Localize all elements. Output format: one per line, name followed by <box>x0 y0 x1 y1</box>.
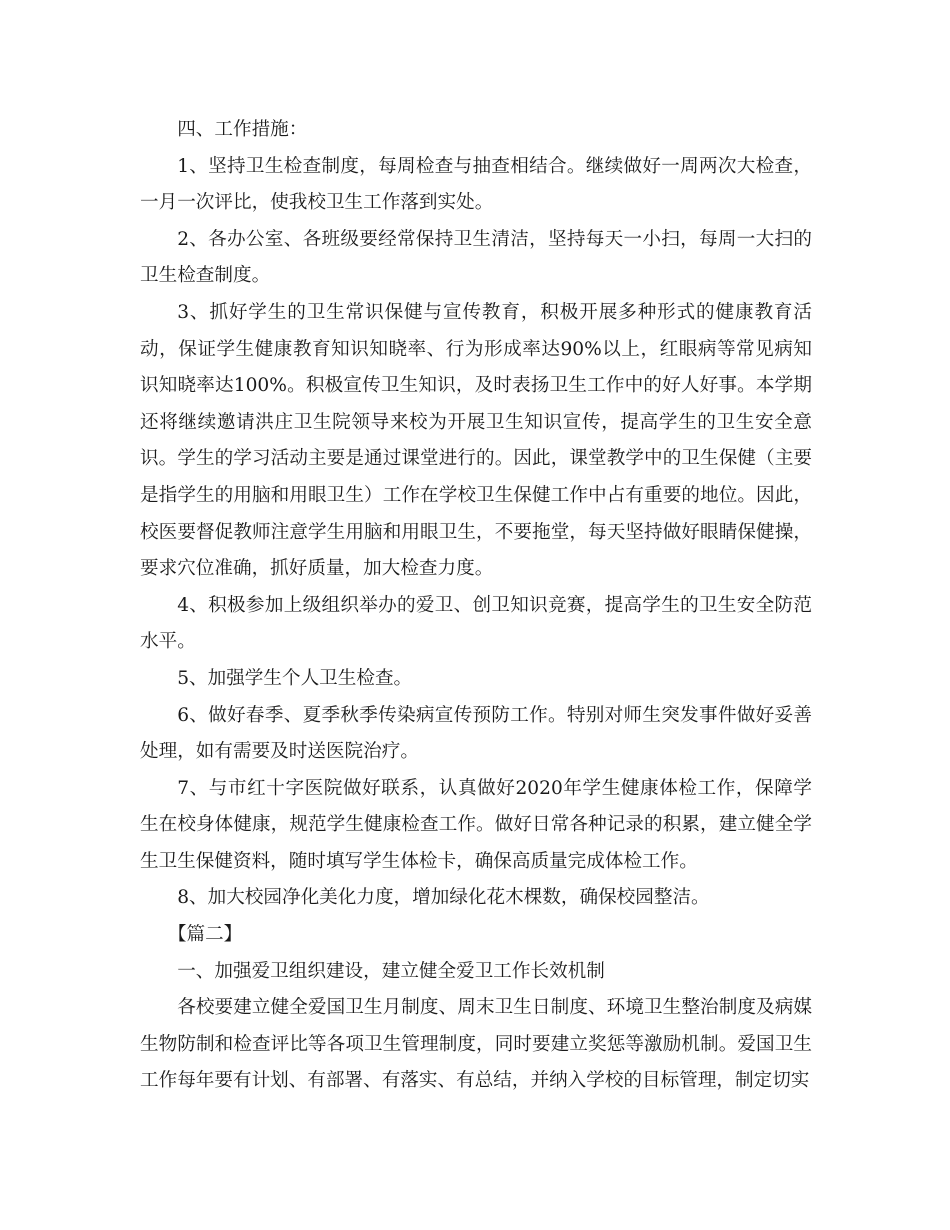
document-body <box>140 112 812 1100</box>
section-heading-organization: 一、加强爱卫组织建设，建立健全爱卫工作长效机制 <box>177 960 605 982</box>
paragraph-item-8: 8、加大校园净化美化力度，增加绿化花木棵数，确保校园整洁。 <box>177 887 710 909</box>
paragraph-item-2: 2、各办公室、各班级要经常保持卫生清洁，坚持每天一小扫，每周一大扫的卫生检查制度。 <box>140 228 812 287</box>
paragraph-item-3: 3、抓好学生的卫生常识保健与宣传教育，积极开展多种形式的健康教育活动，保证学生健康教育知识知晓率、行为形成率达90%以上，红眼病等常见病知识知晓率达100%。积极宣传卫生知识，及时表扬卫生工作中的好人好事。本学期还将继续邀请洪庄卫生院领导来校为开展卫生知识宣传，提高学生的卫生安全意识。学生的学习活动主要是通过课堂进行的。因此，课堂教学中的卫生保健（主要是指学生的用脑和用眼卫生）工作在学校卫生保健工作中占有重要的地位。因此，校医要督促教师注意学生用脑和用眼卫生，不要拖堂，每天坚持做好眼睛保健操，要求穴位准确，抓好质量，加大检查力度。 <box>140 301 812 580</box>
paragraph-item-4: 4、积极参加上级组织举办的爱卫、创卫知识竞赛，提高学生的卫生安全防范水平。 <box>140 594 812 653</box>
paragraph-item-1: 1、坚持卫生检查制度，每周检查与抽查相结合。继续做好一周两次大检查，一月一次评比，使我校卫生工作落到实处。 <box>140 155 812 214</box>
paragraph-item-7: 7、与市红十字医院做好联系，认真做好2020年学生健康体检工作，保障学生在校身体健康，规范学生健康检查工作。做好日常各种记录的积累，建立健全学生卫生保健资料，随时填写学生体检卡，确保高质量完成体检工作。 <box>140 777 812 872</box>
section-heading-measures: 四、工作措施： <box>177 119 308 140</box>
paragraph-item-5: 5、加强学生个人卫生检查。 <box>177 667 413 689</box>
paragraph-organization-body: 各校要建立健全爱国卫生月制度、周末卫生日制度、环境卫生整治制度及病媒生物防制和检查评比等各项卫生管理制度，同时要建立奖惩等激励机制。爱国卫生工作每年要有计划、有部署、有落实、有总结，并纳入学校的目标管理，制定切实 <box>140 997 812 1092</box>
paragraph-item-6: 6、做好春季、夏季秋季传染病宣传预防工作。特别对师生突发事件做好妥善处理，如有需要及时送医院治疗。 <box>140 704 812 763</box>
section-heading-part-two: 【篇二】 <box>167 924 243 946</box>
